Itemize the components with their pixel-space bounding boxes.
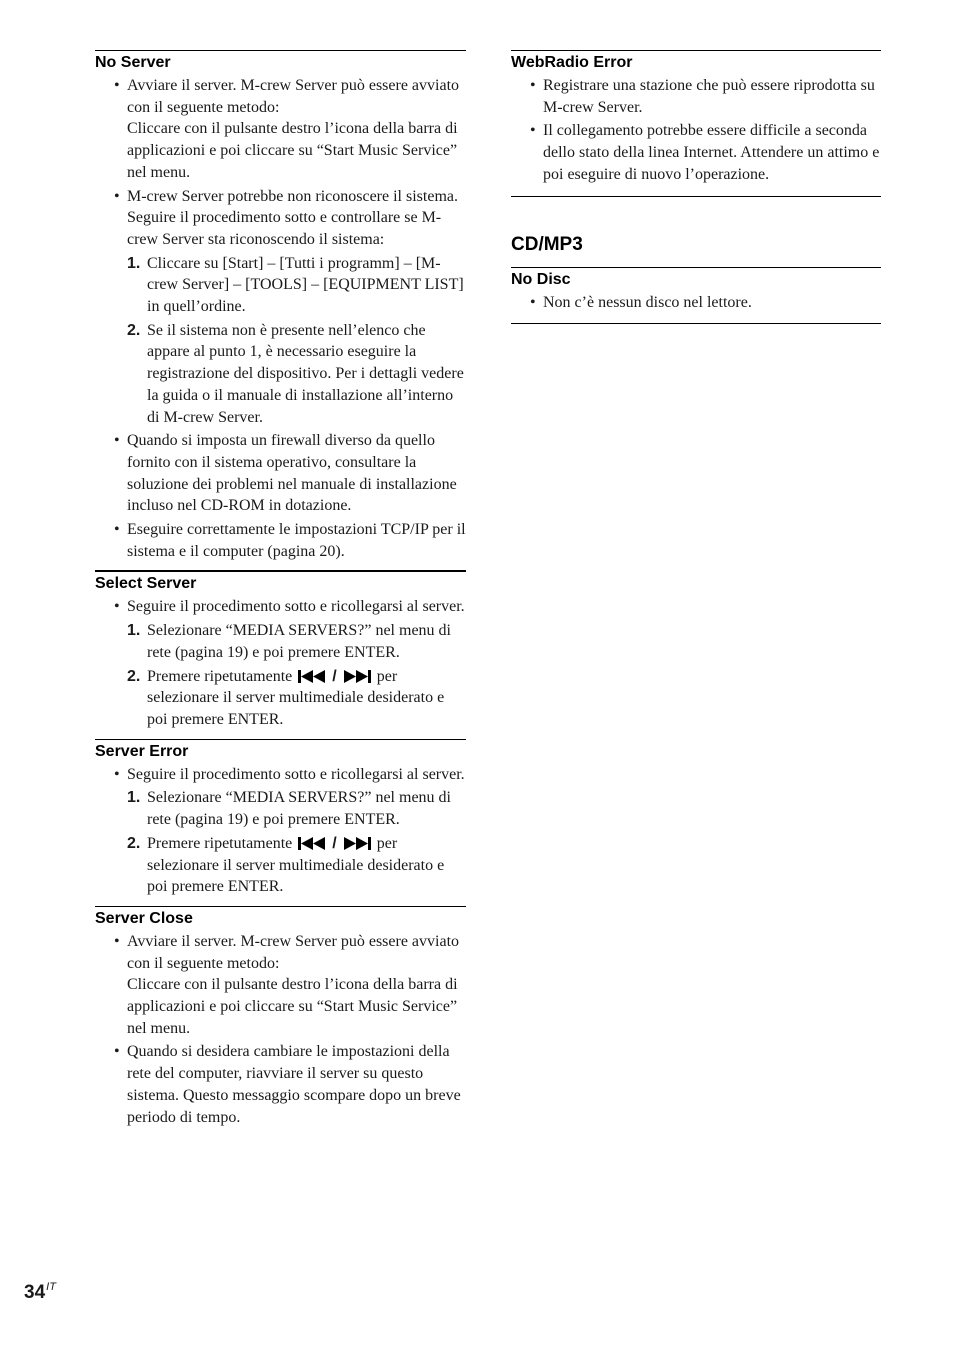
page-number <box>24 1281 56 1304</box>
step-number: 2. <box>127 667 141 685</box>
left-column <box>95 50 466 1136</box>
item-text: Cliccare con il pulsante destro l’icona della barra di applicazioni e poi cliccare su “Start Music Service” nel menu. <box>127 120 458 181</box>
bullet-icon: • <box>114 765 120 783</box>
slash-separator: / <box>332 667 337 685</box>
page-number-value: 34 <box>24 1282 46 1303</box>
step-number: 1. <box>127 622 141 640</box>
step-item <box>95 320 466 429</box>
list-item <box>95 764 466 786</box>
skip-prev-icon <box>298 837 328 850</box>
bullet-icon: • <box>114 1043 120 1061</box>
item-text: Avviare il server. M-crew Server può essere avviato con il seguente metodo: <box>127 932 460 972</box>
bullet-icon: • <box>114 432 120 450</box>
slash-separator: / <box>332 834 337 852</box>
item-text: Quando si imposta un firewall diverso da quello fornito con il sistema operativo, consultare la soluzione dei problemi nel manuale di installazione incluso nel CD-ROM in dotazione. <box>127 432 457 515</box>
list-item <box>95 75 466 184</box>
item-text: Avviare il server. M-crew Server può essere avviato con il seguente metodo: <box>127 77 460 116</box>
step-number: 2. <box>127 321 141 339</box>
right-column <box>511 50 881 324</box>
step-item <box>95 620 466 663</box>
bullet-icon: • <box>530 293 536 311</box>
section-select-server <box>95 570 466 738</box>
item-text: Seguire il procedimento sotto e ricollegarsi al server. <box>127 765 465 783</box>
item-text: Non c’è nessun disco nel lettore. <box>543 293 752 311</box>
step-text: Premere ripetutamente <box>147 667 293 685</box>
section-title: WebRadio Error <box>511 54 633 71</box>
item-text: Cliccare con il pulsante destro l’icona della barra di applicazioni e poi cliccare su “Start Music Service” nel menu. <box>127 976 458 1037</box>
step-number: 1. <box>127 789 141 807</box>
section-server-error <box>95 739 466 906</box>
skip-prev-icon <box>298 670 328 683</box>
bullet-icon: • <box>114 932 120 950</box>
section-no-server <box>95 50 466 570</box>
section-server-close <box>95 906 466 1136</box>
list-item <box>511 120 881 185</box>
item-text: Registrare una stazione che può essere riprodotta su M-crew Server. <box>543 77 875 116</box>
list-item <box>95 519 466 562</box>
step-number: 1. <box>127 254 141 272</box>
bullet-icon: • <box>530 122 536 140</box>
item-text: Eseguire correttamente le impostazioni TCP/IP per il sistema e il computer (pagina 20). <box>127 521 466 560</box>
step-text: Cliccare su [Start] – [Tutti i programm] – [M-crew Server] – [TOOLS] – [EQUIPMENT LIST] in quell’ordine. <box>147 254 464 316</box>
section-title: No Disc <box>511 270 571 288</box>
section-no-disc <box>511 267 881 325</box>
list-item <box>95 430 466 517</box>
list-item <box>95 596 466 618</box>
section-title: Server Close <box>95 909 193 927</box>
section-title: Server Error <box>95 742 189 760</box>
step-text: Selezionare “MEDIA SERVERS?” nel menu di rete (pagina 19) e poi premere ENTER. <box>147 789 451 829</box>
list-item <box>511 292 881 314</box>
step-text: Se il sistema non è presente nell’elenco che appare al punto 1, è necessario eseguire la registrazione del dispositivo. Per i dettagli vedere la guida o il manuale di installazione all’interno di M-crew Server. <box>147 321 464 426</box>
step-number: 2. <box>127 834 141 852</box>
list-item <box>95 1041 466 1128</box>
section-webradio-error <box>511 50 881 197</box>
item-text: M-crew Server potrebbe non riconoscere il sistema. Seguire il procedimento sotto e controllare se M-crew Server sta riconoscendo il sistema: <box>127 187 458 248</box>
page-language: IT <box>46 1281 56 1293</box>
skip-next-icon <box>341 670 371 683</box>
step-item <box>95 253 466 318</box>
item-text: Seguire il procedimento sotto e ricollegarsi al server. <box>127 598 465 616</box>
step-text: per selezionare il server multimediale desiderato e poi premere ENTER. <box>147 834 445 896</box>
step-item <box>95 787 466 830</box>
item-text: Il collegamento potrebbe essere difficile a seconda dello stato della linea Internet. Attendere un attimo e poi eseguire di nuovo l’operazione. <box>543 122 880 183</box>
step-text: Selezionare “MEDIA SERVERS?” nel menu di rete (pagina 19) e poi premere ENTER. <box>147 622 451 661</box>
bullet-icon: • <box>114 521 120 539</box>
step-item <box>95 666 466 731</box>
list-item <box>95 186 466 251</box>
step-item <box>95 833 466 898</box>
bullet-icon: • <box>114 598 120 616</box>
list-item <box>95 931 466 1040</box>
skip-next-icon <box>341 837 371 850</box>
list-item <box>511 75 881 118</box>
step-text: per selezionare il server multimediale desiderato e poi premere ENTER. <box>147 667 445 728</box>
item-text: Quando si desidera cambiare le impostazioni della rete del computer, riavviare il server su questo sistema. Questo messaggio scompare dopo un breve periodo di tempo. <box>127 1043 461 1126</box>
chapter-heading: CD/MP3 <box>511 233 583 255</box>
section-title: Select Server <box>95 575 197 593</box>
bullet-icon: • <box>114 77 120 94</box>
bullet-icon: • <box>114 187 120 205</box>
step-text: Premere ripetutamente <box>147 834 293 852</box>
section-title: No Server <box>95 54 171 71</box>
bullet-icon: • <box>530 77 536 94</box>
